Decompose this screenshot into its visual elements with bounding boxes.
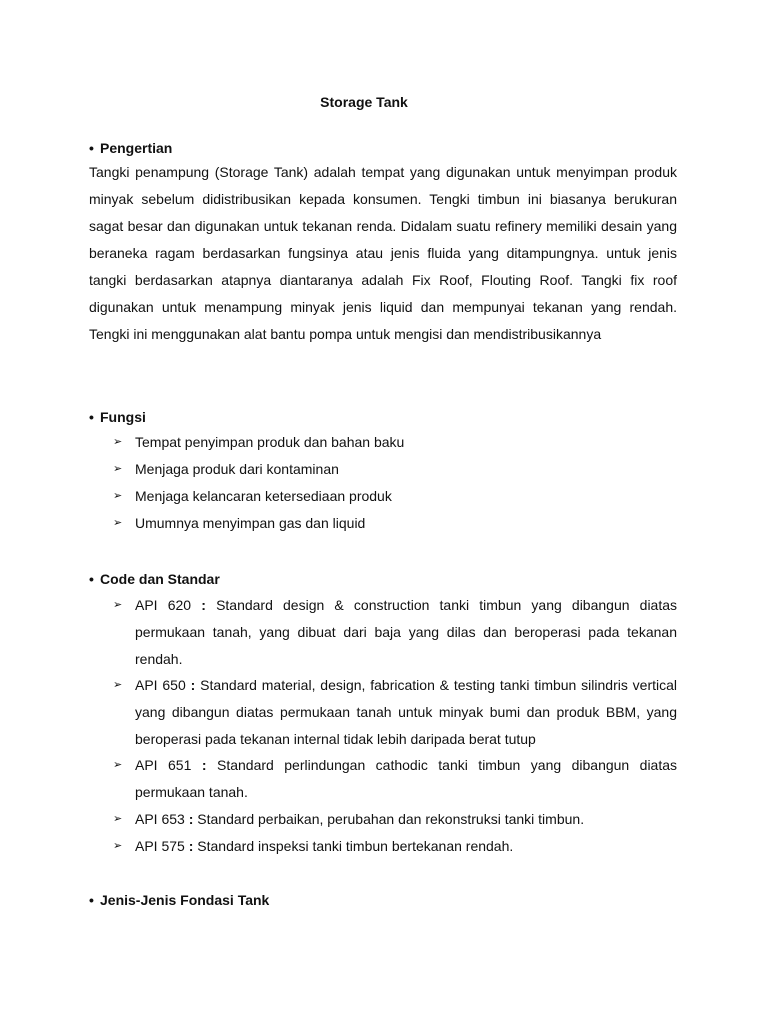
list-item-text: API 575 : Standard inspeksi tanki timbun bertekanan rendah. [135, 838, 514, 854]
list-item-text: API 653 : Standard perbaikan, perubahan dan rekonstruksi tanki timbun. [135, 811, 585, 827]
heading-text: Pengertian [100, 140, 173, 156]
section-heading-jenis-fondasi [89, 890, 269, 910]
standard-description: Standard design & construction tanki timbun yang dibangun diatas permukaan tanah, yang dibuat dari baja yang dilas dan beroperasi pada tekanan rendah. [135, 597, 678, 667]
list-item-text: Umumnya menyimpan gas dan liquid [135, 515, 366, 531]
standard-description: Standard perbaikan, perubahan dan rekonstruksi tanki timbun. [197, 811, 585, 827]
list-item-text: API 650 : Standard material, design, fabrication & testing tanki timbun silindris vertical yang dibangun diatas permukaan tanah untuk minyak bumi dan produk BBM, yang beroperasi pada tekanan internal tidak lebih daripada berat tutup [135, 677, 678, 747]
heading-text: Code dan Standar [100, 571, 220, 587]
arrow-bullet-icon: ➢ [113, 759, 123, 771]
section-heading-code-standar [89, 569, 220, 589]
list-item-text: Menjaga produk dari kontaminan [135, 461, 339, 477]
bullet-icon: • [89, 892, 94, 908]
list-item [113, 592, 677, 673]
arrow-bullet-icon: ➢ [113, 813, 123, 825]
list-item [113, 429, 677, 456]
arrow-bullet-icon: ➢ [113, 436, 123, 448]
list-item [113, 752, 677, 806]
list-item [113, 510, 677, 537]
pengertian-paragraph: Tangki penampung (Storage Tank) adalah tempat yang digunakan untuk menyimpan produk minyak sebelum didistribusikan kepada konsumen. Tengki timbun ini biasanya berukuran sagat besar dan digunakan untuk tekanan renda. Didalam suatu refinery memiliki desain yang beraneka ragam berdasarkan fungsinya atau jenis fluida yang ditampungnya. untuk jenis tangki berdasarkan atapnya diantaranya adalah Fix Roof, Flouting Roof. Tangki fix roof digunakan untuk menampung minyak jenis liquid dan mempunyai tekanan yang rendah. Tengki ini menggunakan alat bantu pompa untuk mengisi dan mendistribusikannya [89, 164, 677, 342]
arrow-bullet-icon: ➢ [113, 463, 123, 475]
list-item-text: Menjaga kelancaran ketersediaan produk [135, 488, 392, 504]
heading-text: Jenis-Jenis Fondasi Tank [100, 892, 270, 908]
list-item-text: API 651 : Standard perlindungan cathodic tanki timbun yang dibangun diatas permukaan tanah. [135, 757, 678, 800]
arrow-bullet-icon: ➢ [113, 490, 123, 502]
arrow-bullet-icon: ➢ [113, 679, 123, 691]
standard-description: Standard material, design, fabrication & testing tanki timbun silindris vertical yang dibangun diatas permukaan tanah untuk minyak bumi dan produk BBM, yang beroperasi pada tekanan internal tidak lebih daripada berat tutup [135, 677, 678, 747]
standard-description: Standard perlindungan cathodic tanki timbun yang dibangun diatas permukaan tanah. [135, 757, 678, 800]
section-heading-pengertian [89, 138, 172, 158]
bullet-icon: • [89, 140, 94, 156]
list-item [113, 806, 677, 833]
standard-code: API 650 [135, 677, 186, 693]
page-title: Storage Tank [320, 94, 408, 110]
list-item [113, 672, 677, 753]
standard-description: Standard inspeksi tanki timbun bertekanan rendah. [197, 838, 514, 854]
list-item [113, 833, 677, 860]
arrow-bullet-icon: ➢ [113, 599, 123, 611]
standard-code: API 620 [135, 597, 192, 613]
bullet-icon: • [89, 571, 94, 587]
heading-text: Fungsi [100, 409, 146, 425]
section-heading-fungsi [89, 407, 146, 427]
list-item [113, 456, 677, 483]
arrow-bullet-icon: ➢ [113, 840, 123, 852]
bullet-icon: • [89, 409, 94, 425]
standard-code: API 653 [135, 811, 185, 827]
standard-code: API 575 [135, 838, 185, 854]
list-item-text: Tempat penyimpan produk dan bahan baku [135, 434, 405, 450]
list-item [113, 483, 677, 510]
standard-code: API 651 [135, 757, 192, 773]
list-item-text: API 620 : Standard design & construction tanki timbun yang dibangun diatas permukaan tanah, yang dibuat dari baja yang dilas dan beroperasi pada tekanan rendah. [135, 597, 678, 667]
arrow-bullet-icon: ➢ [113, 517, 123, 529]
